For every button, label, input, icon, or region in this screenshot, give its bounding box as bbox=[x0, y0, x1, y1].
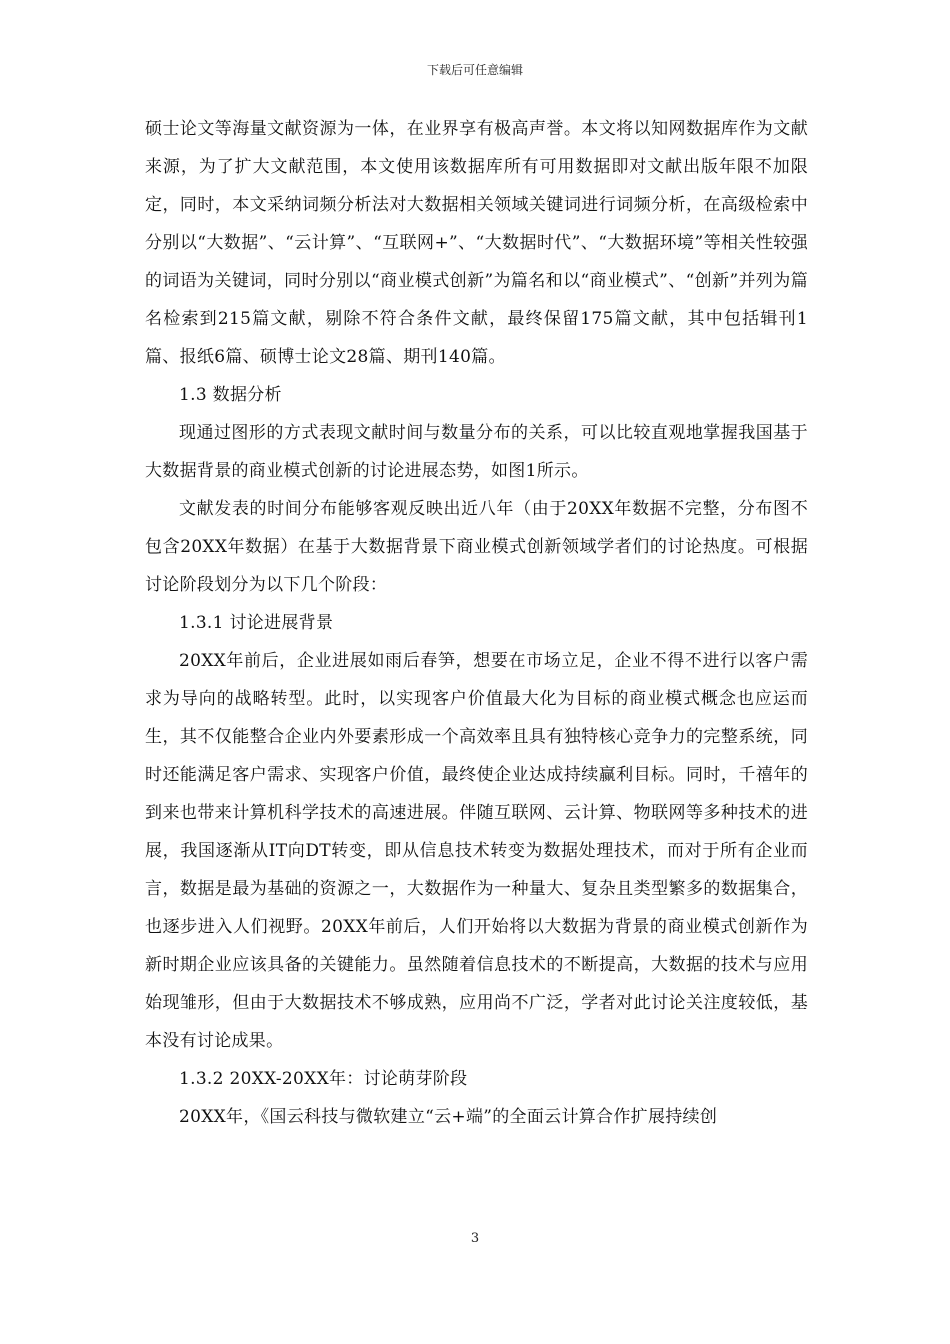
paragraph-time-distribution: 文献发表的时间分布能够客观反映出近八年（由于20XX年数据不完整，分布图不包含20XX年数据）在基于大数据背景下商业模式创新领域学者们的讨论热度。可根据讨论阶段划分为以下几个阶段： bbox=[145, 499, 808, 595]
paragraph-sprouting-stage: 20XX年，《国云科技与微软建立“云+端”的全面云计算合作扩展持续创 bbox=[179, 1107, 718, 1127]
paragraph-background: 20XX年前后，企业进展如雨后春笋，想要在市场立足，企业不得不进行以客户需求为导向的战略转型。此时，以实现客户价值最大化为目标的商业模式概念也应运而生，其不仅能整合企业内外要素形成一个高效率且具有独特核心竞争力的完整系统，同时还能满足客户需求、实现客户价值，最终使企业达成持续赢利目标。同时，千禧年的到来也带来计算机科学技术的高速进展。伴随互联网、云计算、物联网等多种技术的进展，我国逐渐从IT向DT转变，即从信息技术转变为数据处理技术，而对于所有企业而言，数据是最为基础的资源之一，大数据作为一种量大、复杂且类型繁多的数据集合，也逐步进入人们视野。20XX年前后，人们开始将以大数据为背景的商业模式创新作为新时期企业应该具备的关键能力。虽然随着信息技术的不断提高，大数据的技术与应用始现雏形，但由于大数据技术不够成熟，应用尚不广泛，学者对此讨论关注度较低，基本没有讨论成果。 bbox=[145, 651, 808, 1051]
page-header: 下载后可任意编辑 bbox=[426, 63, 523, 77]
subsection-heading-sprouting-stage: 1.3.2 20XX-20XX年：讨论萌芽阶段 bbox=[179, 1069, 468, 1089]
paragraph-figure-intro: 现通过图形的方式表现文献时间与数量分布的关系，可以比较直观地掌握我国基于大数据背景的商业模式创新的讨论进展态势，如图1所示。 bbox=[145, 423, 808, 481]
paragraph-literature-source: 硕士论文等海量文献资源为一体，在业界享有极高声誉。本文将以知网数据库作为文献来源，为了扩大文献范围，本文使用该数据库所有可用数据即对文献出版年限不加限定，同时，本文采纳词频分析法对大数据相关领域关键词进行词频分析，在高级检索中分别以“大数据”、“云计算”、“互联网+”、“大数据时代”、“大数据环境”等相关性较强的词语为关键词，同时分别以“商业模式创新”为篇名和以“商业模式”、“创新”并列为篇名检索到215篇文献，剔除不符合条件文献，最终保留175篇文献，其中包括辑刊1篇、报纸6篇、硕博士论文28篇、期刊140篇。 bbox=[145, 119, 808, 367]
subsection-heading-background: 1.3.1 讨论进展背景 bbox=[179, 613, 334, 633]
document-body bbox=[145, 110, 808, 1136]
page-number: 3 bbox=[470, 1231, 480, 1246]
section-heading-data-analysis: 1.3 数据分析 bbox=[179, 385, 282, 405]
